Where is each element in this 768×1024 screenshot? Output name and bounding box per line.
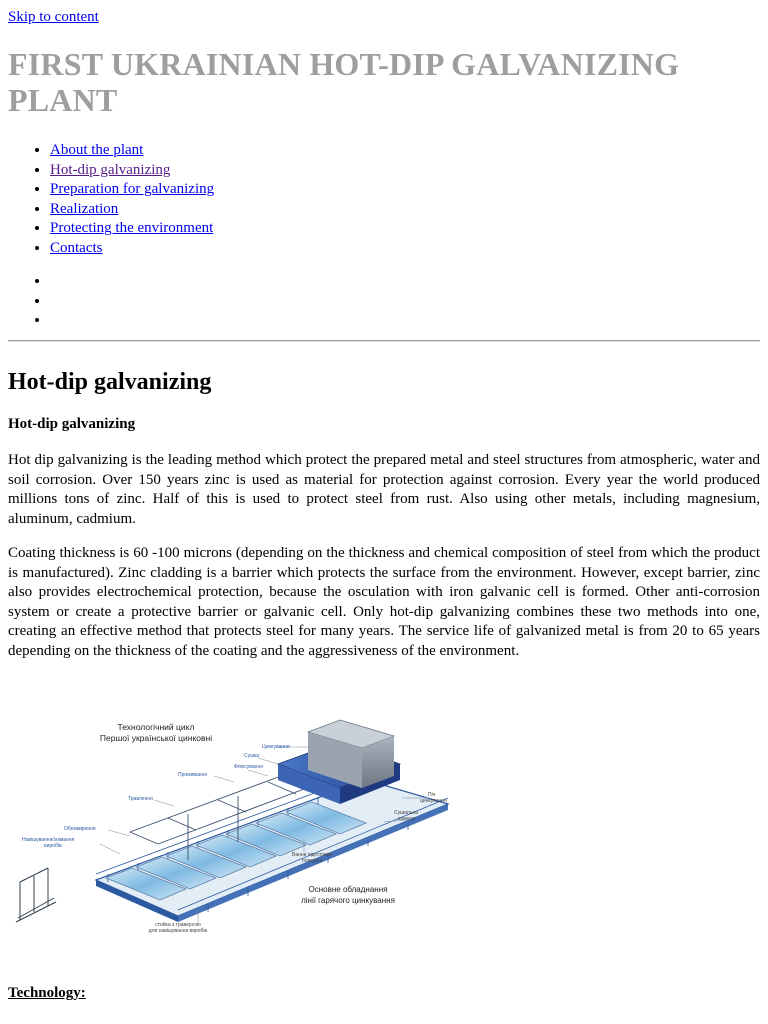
skip-to-content-link[interactable]: Skip to content [8,9,99,25]
label-rack-line2: для навішування виробів [148,928,208,934]
nav-link-hot-dip-galvanizing[interactable]: Hot-dip galvanizing [50,161,171,178]
nav-item-contacts [50,239,214,259]
nav-link-preparation[interactable]: Preparation for galvanizing [50,181,215,198]
label-furnace-line1: Піч [428,792,436,798]
main-navigation [8,141,214,259]
empty-link-list [8,273,50,332]
nav-link-realization[interactable]: Realization [50,200,119,217]
nav-item-realization [50,200,214,220]
site-title [8,46,748,118]
coating-paragraph: Coating thickness is 60 -100 microns (depending on the thickness and chemical composition of steel from which the product is manufactured). Zinc cladding is a barrier which protects the surface from the environment. However, except barrier, zinc also provides electrochemical protection, because the osculation with iron galvanic cell is formed. Other anti-corrosion system or create a protective barrier or galvanic cell. Only hot-dip galvanizing combines these two methods into one, creating an effective method that protects steel for many years. The service life of galvanized metal is from 20 to 65 years depending on the thickness of the coating and the aggressiveness of the environment. [8,545,760,659]
header-divider [8,340,760,342]
technology-heading: Technology: [8,985,86,1001]
nav-item-preparation [50,180,214,200]
label-drying: Сушка [244,753,260,759]
nav-item-about [50,141,214,161]
loading-rack [16,868,56,922]
galvanizing-line-diagram [8,684,472,970]
label-zinc: Цинкування [262,744,290,750]
label-rinse: Промивання [178,772,207,778]
site-title-link[interactable]: FIRST UKRAINIAN HOT-DIP GALVANIZING PLANT [8,46,680,118]
label-hanging-line2: виробів [44,843,62,849]
nav-item-environment [50,219,214,239]
intro-paragraph: Hot dip galvanizing is the leading method which protect the prepared metal and steel structures from atmospheric, water and soil corrosion. Over 150 years zinc is used as material for protection against corrosion. Every year the world produced millions tons of zinc. Half of this is used to protect steel from rust. Also using other metals, including magnesium, aluminum, cadmium. [8,452,760,527]
label-baths-line1: Ванни підготовки [292,852,332,858]
label-furnace-line2: цинкування [420,798,447,804]
label-pickling: Травлення [128,796,153,802]
diagram-title-line2: Першої української цинковні [99,733,213,743]
label-degreasing: Обезжирення [64,826,96,832]
label-rack-line1: стойка з траверсою [155,922,201,928]
label-hanging-line1: Навішування/знімання [22,837,75,843]
diagram-title-line1: Технологічний цикл [117,722,195,732]
nav-link-about[interactable]: About the plant [50,142,144,158]
label-chamber-line1: Сушильна [394,810,418,816]
page-title: Hot-dip galvanizing [8,369,212,395]
nav-link-contacts[interactable]: Contacts [50,239,103,256]
label-equipment-line2: лінії гарячого цинкування [301,896,395,905]
label-baths-line2: поверхні [302,858,322,864]
label-chamber-line2: камера [398,816,415,822]
label-equipment-line1: Основне обладнання [308,885,388,894]
section-subtitle: Hot-dip galvanizing [8,416,136,432]
label-flux: Флюсування [234,764,263,770]
nav-item-hot-dip [50,161,214,181]
nav-link-environment[interactable]: Protecting the environment [50,220,214,237]
